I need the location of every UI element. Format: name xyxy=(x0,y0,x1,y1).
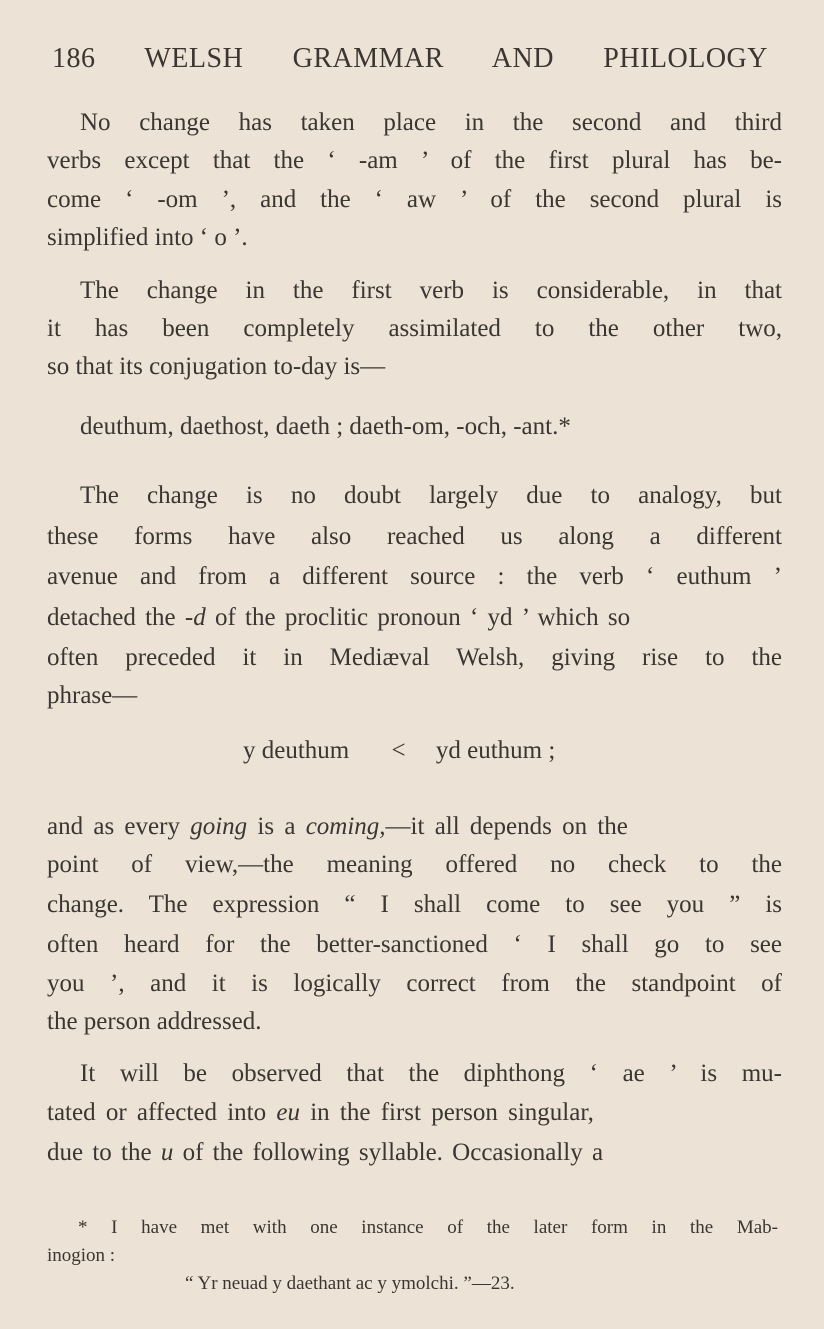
footnote-quote: “ Yr neuad y daethant ac y ymolchi. ”—23. xyxy=(185,1273,515,1294)
text-segment: of the proclitic pronoun ‘ yd ’ which so xyxy=(205,604,631,631)
text-segment: and as every xyxy=(47,813,191,840)
page-number: 186 xyxy=(52,43,96,74)
text-segment: —it all depends on the xyxy=(385,813,628,840)
running-header xyxy=(52,44,768,74)
footnote-line: * I have met with one instance of the later form in the Mab- xyxy=(78,1217,778,1238)
text-segment: in the first person singular, xyxy=(299,1099,594,1126)
running-title: WELSH GRAMMAR AND PHILOLOGY xyxy=(144,43,768,74)
text-segment: is a xyxy=(247,813,306,840)
text-line xyxy=(47,1098,782,1128)
text-line: you ’, and it is logically correct from the standpoint of xyxy=(47,970,782,997)
formula-line xyxy=(243,736,623,766)
text-segment: detached the xyxy=(47,604,185,631)
text-line: simplified into ‘ o ’. xyxy=(47,224,248,251)
text-line xyxy=(47,1138,782,1168)
text-line: verbs except that the ‘ -am ’ of the first plural has be- xyxy=(47,147,782,174)
derived-from-symbol: < xyxy=(391,737,406,764)
text-line: The change is no doubt largely due to analogy, but xyxy=(80,482,782,509)
text-line: these forms have also reached us along a different xyxy=(47,523,782,550)
italic-segment: -d xyxy=(184,604,206,631)
text-line: often preceded it in Mediæval Welsh, giving rise to the xyxy=(47,644,782,671)
text-line xyxy=(47,603,782,633)
footnote-line: inogion : xyxy=(47,1245,116,1266)
text-line: phrase— xyxy=(47,682,138,709)
text-segment: of the following syllable. Occasionally a xyxy=(173,1139,604,1166)
text-line: the person addressed. xyxy=(47,1008,262,1035)
text-line: avenue and from a different source : the verb ‘ euthum ’ xyxy=(47,563,782,590)
formula-right: yd euthum ; xyxy=(435,737,556,764)
text-line: it has been completely assimilated to the other two, xyxy=(47,315,782,342)
text-line: No change has taken place in the second and third xyxy=(80,109,782,136)
text-line: The change in the first verb is considerable, in that xyxy=(80,277,782,304)
text-line: so that its conjugation to-day is— xyxy=(47,353,386,380)
text-line: often heard for the better-sanctioned ‘ I shall go to see xyxy=(47,931,782,958)
italic-segment: coming, xyxy=(305,813,386,840)
text-line xyxy=(47,812,782,842)
text-line: point of view,—the meaning offered no check to the xyxy=(47,851,782,878)
text-segment: due to the xyxy=(47,1139,161,1166)
conjugation-line: deuthum, daethost, daeth ; daeth-om, -och, -ant.* xyxy=(80,413,571,440)
text-line: come ‘ -om ’, and the ‘ aw ’ of the second plural is xyxy=(47,186,782,213)
italic-segment: going xyxy=(190,813,248,840)
italic-segment: eu xyxy=(276,1099,300,1126)
text-segment: tated or affected into xyxy=(47,1099,277,1126)
formula-left: y deuthum xyxy=(243,737,350,764)
text-line: change. The expression “ I shall come to see you ” is xyxy=(47,891,782,918)
italic-segment: u xyxy=(160,1139,174,1166)
text-line: It will be observed that the diphthong ‘ ae ’ is mu- xyxy=(80,1060,782,1087)
